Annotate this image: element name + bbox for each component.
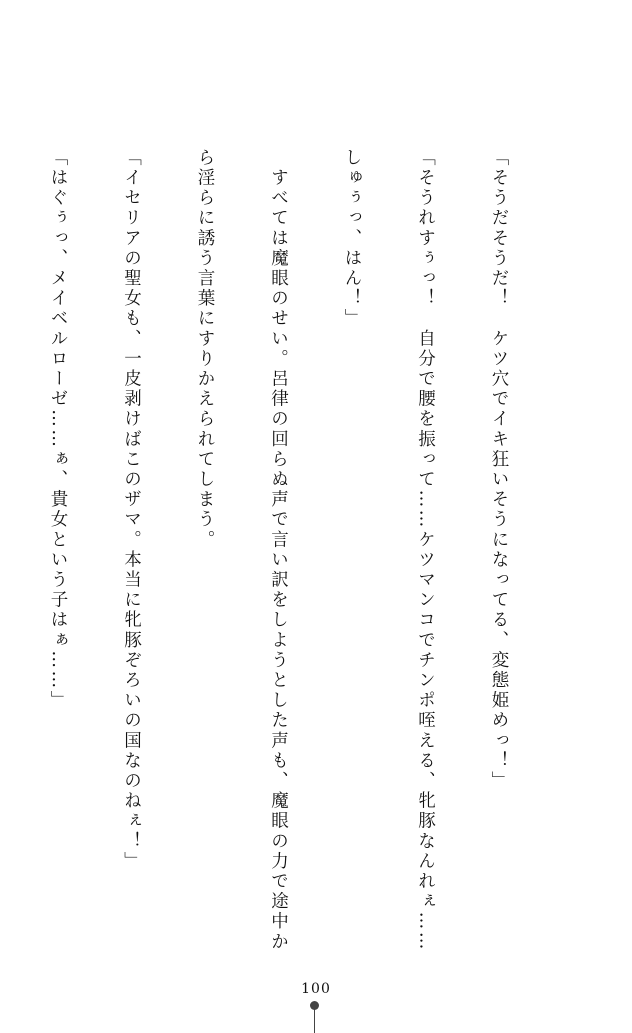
- folio-rule-ornament: [314, 1008, 315, 1033]
- text-line: ら淫らに誘う言葉にすりかえられてしまう。: [195, 148, 215, 550]
- body-text: [48, 148, 560, 952]
- text-line: 「そうれすぅっ！ 自分で腰を振って……ケツマンコでチンポ咥える、牝豚なんれぇ……: [415, 148, 436, 952]
- text-line: 「はぐぅっ、メイベルローゼ……ぁ、貴女という子はぁ……」: [48, 148, 68, 711]
- text-line: しゅぅっ、はん！」: [342, 148, 362, 329]
- text-line: すべては魔眼のせい。呂律の回らぬ声で言い訳をしようとした声も、魔眼の力で途中か: [268, 148, 289, 952]
- page-number: 100: [301, 981, 331, 997]
- text-line: 「イセリアの聖女も、一皮剥けばこのザマ。本当に牝豚ぞろいの国なのねぇ！」: [121, 148, 142, 872]
- text-line: 「そうだそうだ！ ケツ穴でイキ狂いそうになってる、変態姫めっ！」: [489, 148, 509, 792]
